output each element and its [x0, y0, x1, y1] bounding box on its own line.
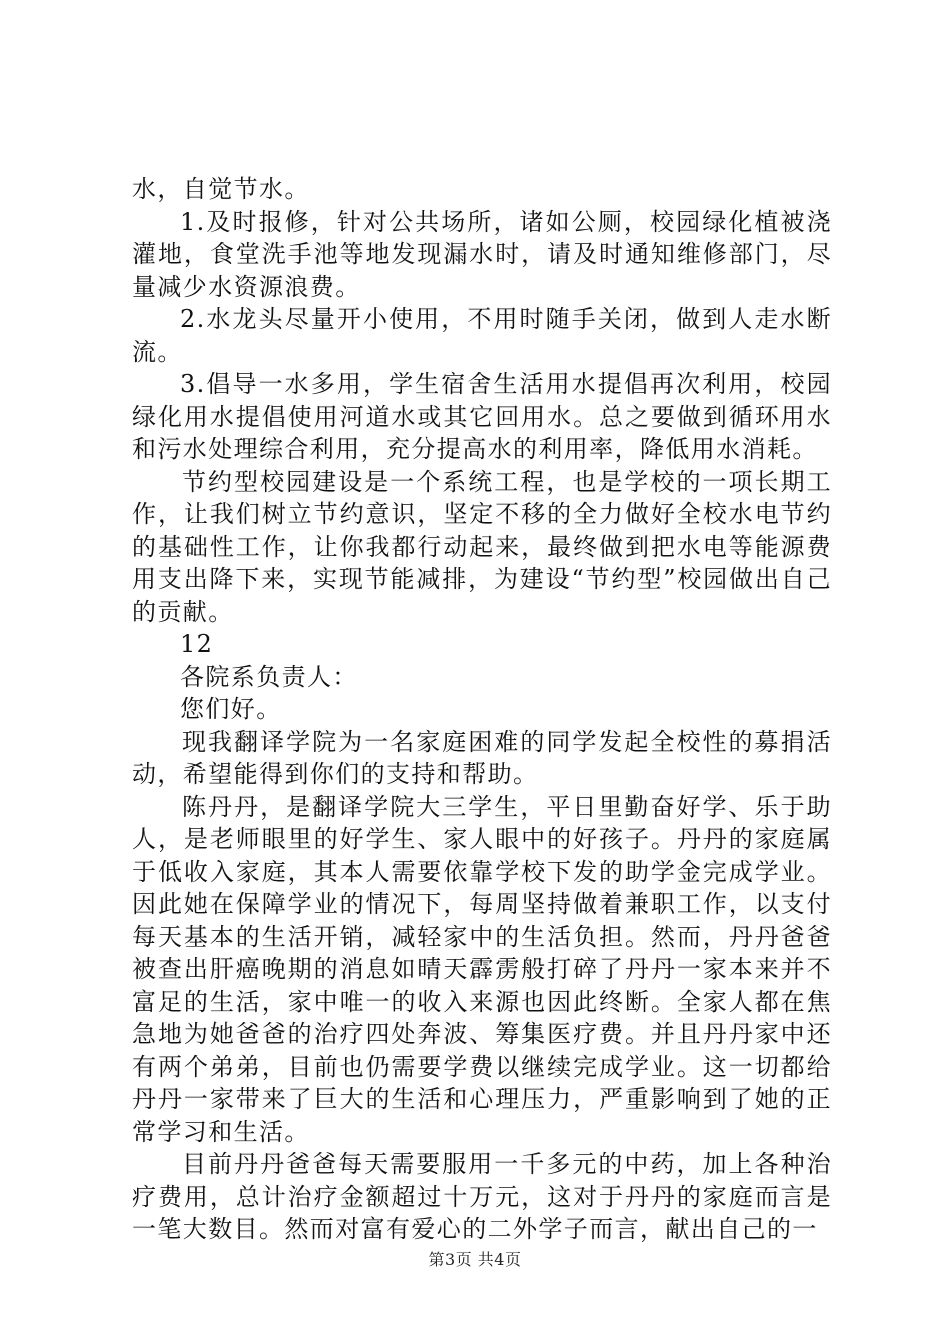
- paragraph-item-3: 3.倡导一水多用，学生宿舍生活用水提倡再次利用，校园绿化用水提倡使用河道水或其它回用水。总之要做到循环用水和污水处理综合利用，充分提高水的利用率，降低用水消耗。: [132, 370, 832, 463]
- paragraph-conclusion: 节约型校园建设是一个系统工程，也是学校的一项长期工作，让我们树立节约意识，坚定不移的全力做好全校水电节约的基础性工作，让你我都行动起来，最终做到把水电等能源费用支出降下来，实现节能减排，为建设“节约型”校园做出自己的贡献。: [132, 467, 832, 626]
- paragraph-story: 陈丹丹，是翻译学院大三学生，平日里勤奋好学、乐于助人，是老师眼里的好学生、家人眼中的好孩子。丹丹的家庭属于低收入家庭，其本人需要依靠学校下发的助学金完成学业。因此她在保障学业的情况下，每周坚持做着兼职工作，以支付每天基本的生活开销，减轻家中的生活负担。然而，丹丹爸爸被查出肝癌晚期的消息如晴天霹雳般打碎了丹丹一家本来并不富足的生活，家中唯一的收入来源也因此终断。全家人都在焦急地为她爸爸的治疗四处奔波、筹集医疗费。并且丹丹家中还有两个弟弟，目前也仍需要学费以继续完成学业。这一切都给丹丹一家带来了巨大的生活和心理压力，严重影响到了她的正常学习和生活。: [132, 792, 832, 1146]
- section-number: 12: [180, 630, 214, 658]
- salutation: 各院系负责人：: [180, 662, 358, 691]
- paragraph-item-2: 2.水龙头尽量开小使用，不用时随手关闭，做到人走水断流。: [132, 305, 832, 366]
- greeting: 您们好。: [180, 695, 282, 723]
- paragraph-intro: 现我翻译学院为一名家庭困难的同学发起全校性的募捐活动，希望能得到你们的支持和帮助。: [132, 727, 832, 788]
- paragraph-continuation: 水，自觉节水。: [132, 175, 310, 203]
- document-body: [132, 173, 832, 1246]
- page-footer: 第3页 共4页: [428, 1250, 522, 1269]
- paragraph-cost: 目前丹丹爸爸每天需要服用一千多元的中药，加上各种治疗费用，总计治疗金额超过十万元，这对于丹丹的家庭而言是一笔大数目。然而对富有爱心的二外学子而言，献出自己的一: [132, 1150, 832, 1243]
- paragraph-item-1: 1.及时报修，针对公共场所，诸如公厕，校园绿化植被浇灌地，食堂洗手池等地发现漏水时，请及时通知维修部门，尽量减少水资源浪费。: [132, 207, 832, 301]
